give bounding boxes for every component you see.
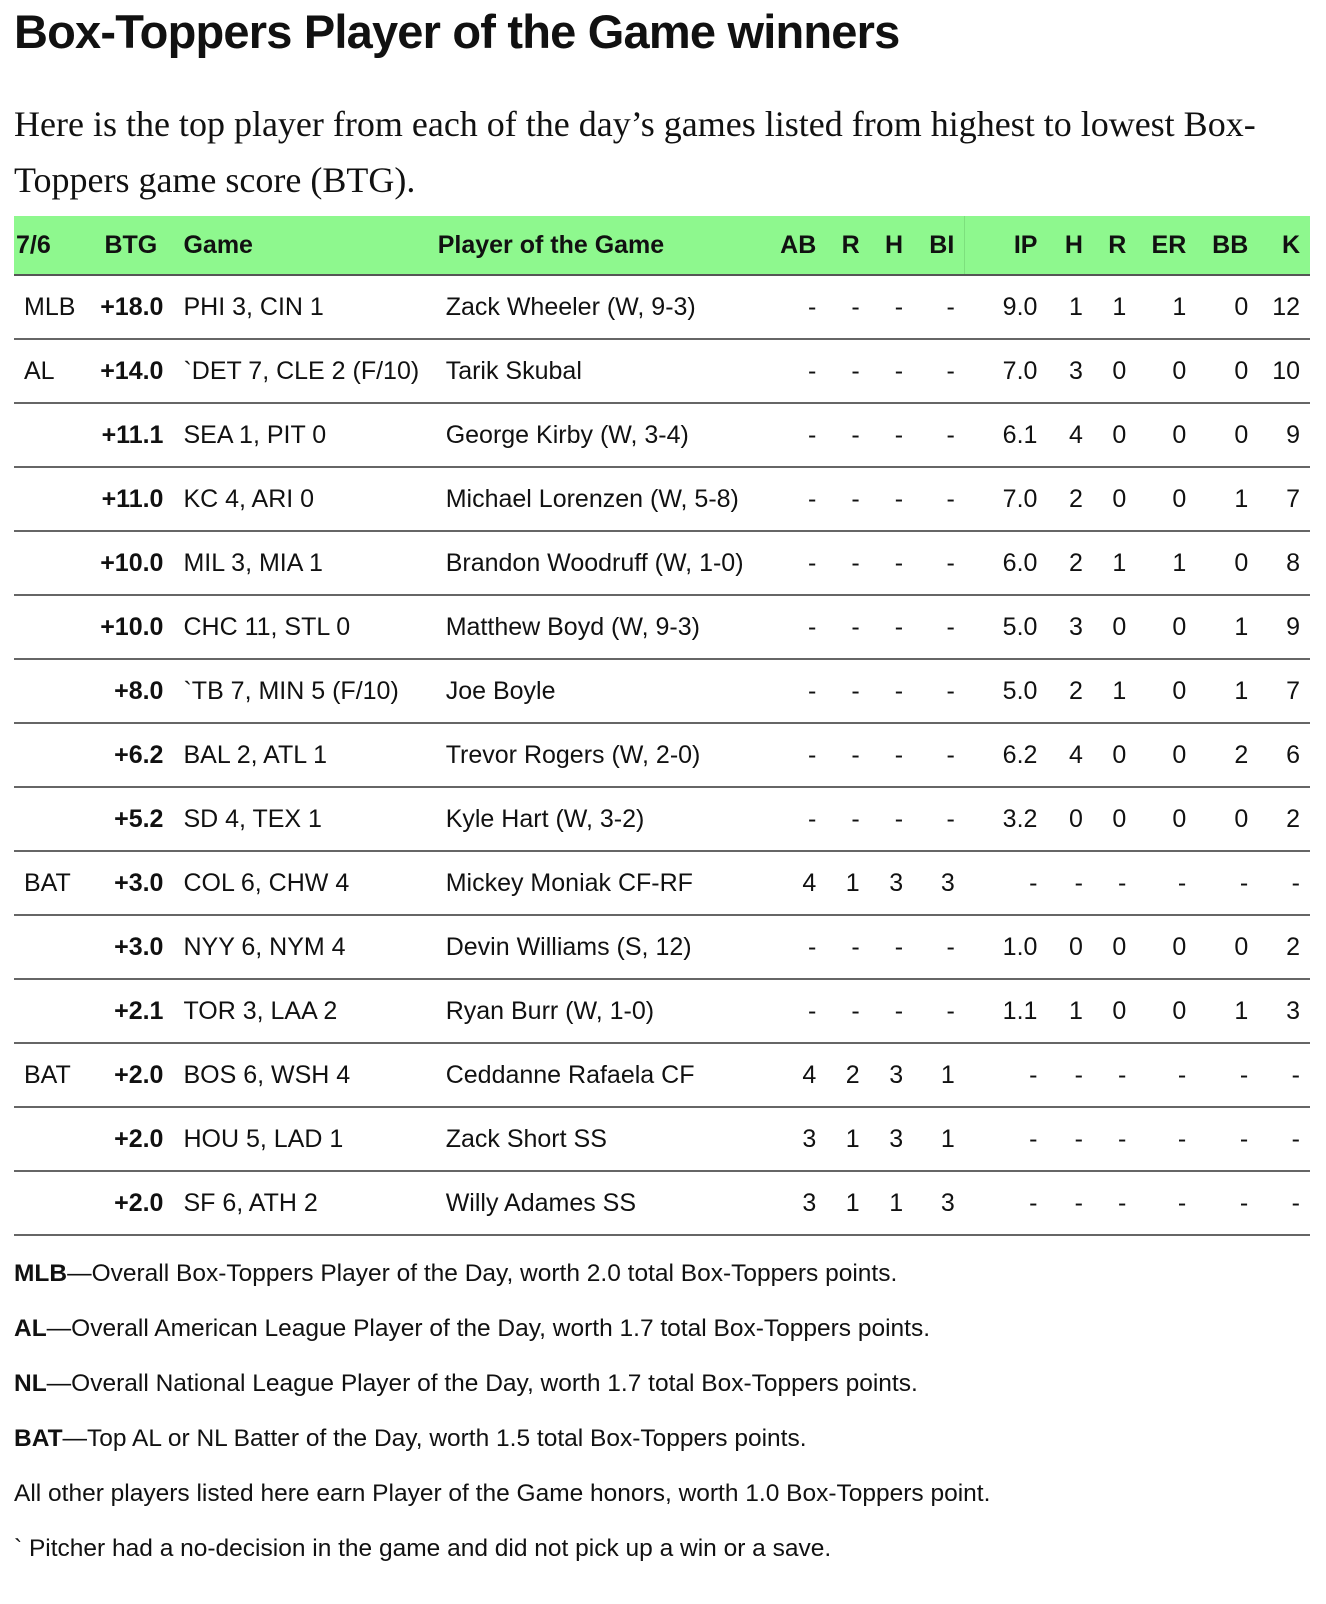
- player-name: Joe Boyle: [438, 659, 771, 723]
- stat-er: 0: [1136, 979, 1196, 1043]
- row-label: BAT: [14, 851, 90, 915]
- btg-score: +11.0: [90, 467, 183, 531]
- stat-r: -: [826, 339, 869, 403]
- player-name: Kyle Hart (W, 3-2): [438, 787, 771, 851]
- stat-ip: 5.0: [965, 659, 1048, 723]
- stat-ab: -: [770, 275, 826, 339]
- game-result: `TB 7, MIN 5 (F/10): [183, 659, 437, 723]
- stat-k: 7: [1258, 467, 1310, 531]
- stat-bb: -: [1196, 851, 1258, 915]
- table-row: [14, 595, 1310, 659]
- player-name: Trevor Rogers (W, 2-0): [438, 723, 771, 787]
- stat-bb: -: [1196, 1107, 1258, 1171]
- stat-bb: 0: [1196, 915, 1258, 979]
- stat-r: 1: [826, 1107, 869, 1171]
- header-game: Game: [183, 216, 437, 275]
- stat-ab: -: [770, 915, 826, 979]
- stat-ab: -: [770, 595, 826, 659]
- game-result: NYY 6, NYM 4: [183, 915, 437, 979]
- stat-pitching-h: 2: [1047, 531, 1092, 595]
- game-result: MIL 3, MIA 1: [183, 531, 437, 595]
- stat-h: -: [870, 659, 913, 723]
- stat-k: 12: [1258, 275, 1310, 339]
- stat-k: 2: [1258, 915, 1310, 979]
- row-label: [14, 659, 90, 723]
- stat-k: -: [1258, 1171, 1310, 1235]
- stat-h: -: [870, 531, 913, 595]
- footnote-text: —Overall Box-Toppers Player of the Day, worth 2.0 total Box-Toppers points.: [67, 1260, 898, 1287]
- stat-er: 1: [1136, 275, 1196, 339]
- footnote: [14, 1466, 1310, 1521]
- stat-er: 0: [1136, 915, 1196, 979]
- player-name: Willy Adames SS: [438, 1171, 771, 1235]
- row-label: [14, 467, 90, 531]
- stat-h: -: [870, 915, 913, 979]
- stat-pitching-r: 0: [1093, 723, 1136, 787]
- table-row: [14, 659, 1310, 723]
- table-row: [14, 531, 1310, 595]
- btg-score: +14.0: [90, 339, 183, 403]
- btg-score: +2.0: [90, 1107, 183, 1171]
- stat-h: 3: [870, 1107, 913, 1171]
- stat-er: -: [1136, 1171, 1196, 1235]
- stat-r: 1: [826, 1171, 869, 1235]
- stat-bi: -: [913, 403, 965, 467]
- btg-score: +2.1: [90, 979, 183, 1043]
- stat-bi: -: [913, 723, 965, 787]
- player-name: Ryan Burr (W, 1-0): [438, 979, 771, 1043]
- footnote-key: AL: [14, 1315, 47, 1342]
- header-player: Player of the Game: [438, 216, 771, 275]
- stat-bi: 3: [913, 851, 965, 915]
- stat-ip: 1.1: [965, 979, 1048, 1043]
- player-name: Tarik Skubal: [438, 339, 771, 403]
- stat-pitching-h: 0: [1047, 787, 1092, 851]
- btg-score: +11.1: [90, 403, 183, 467]
- stat-bi: -: [913, 787, 965, 851]
- stat-pitching-r: 0: [1093, 467, 1136, 531]
- stat-er: -: [1136, 1043, 1196, 1107]
- stat-pitching-h: 4: [1047, 403, 1092, 467]
- game-result: KC 4, ARI 0: [183, 467, 437, 531]
- stat-pitching-h: 1: [1047, 275, 1092, 339]
- stat-pitching-r: 0: [1093, 595, 1136, 659]
- btg-score: +8.0: [90, 659, 183, 723]
- game-result: BOS 6, WSH 4: [183, 1043, 437, 1107]
- stat-r: -: [826, 979, 869, 1043]
- stat-ab: 4: [770, 851, 826, 915]
- article: [14, 0, 1310, 1576]
- stat-er: -: [1136, 851, 1196, 915]
- stat-h: -: [870, 403, 913, 467]
- stat-ip: -: [965, 1107, 1048, 1171]
- row-label: [14, 723, 90, 787]
- table-row: [14, 851, 1310, 915]
- btg-score: +10.0: [90, 595, 183, 659]
- stat-bb: 1: [1196, 467, 1258, 531]
- stat-er: -: [1136, 1107, 1196, 1171]
- stat-ab: 4: [770, 1043, 826, 1107]
- stat-ab: 3: [770, 1171, 826, 1235]
- stat-pitching-h: -: [1047, 1107, 1092, 1171]
- game-result: TOR 3, LAA 2: [183, 979, 437, 1043]
- header-bi: BI: [913, 216, 965, 275]
- row-label: [14, 595, 90, 659]
- page-title: Box-Toppers Player of the Game winners: [14, 5, 900, 58]
- footnote-text: ` Pitcher had a no-decision in the game and did not pick up a win or a save.: [14, 1535, 832, 1562]
- header-ip: IP: [965, 216, 1048, 275]
- stat-bb: 0: [1196, 339, 1258, 403]
- stat-er: 0: [1136, 787, 1196, 851]
- stat-r: 2: [826, 1043, 869, 1107]
- game-result: SD 4, TEX 1: [183, 787, 437, 851]
- table-row: [14, 915, 1310, 979]
- stat-pitching-r: 0: [1093, 339, 1136, 403]
- stat-r: -: [826, 595, 869, 659]
- stat-bi: -: [913, 915, 965, 979]
- stat-h: 3: [870, 851, 913, 915]
- stat-pitching-h: 3: [1047, 339, 1092, 403]
- stat-k: 3: [1258, 979, 1310, 1043]
- footnote-key: BAT: [14, 1425, 63, 1452]
- stat-pitching-r: -: [1093, 1107, 1136, 1171]
- game-result: PHI 3, CIN 1: [183, 275, 437, 339]
- stat-er: 0: [1136, 659, 1196, 723]
- stat-ab: -: [770, 403, 826, 467]
- stat-pitching-r: 0: [1093, 403, 1136, 467]
- stat-k: 9: [1258, 403, 1310, 467]
- row-label: [14, 531, 90, 595]
- stat-ab: -: [770, 723, 826, 787]
- table-header-row: [14, 216, 1310, 275]
- stat-bi: -: [913, 467, 965, 531]
- stat-pitching-h: -: [1047, 851, 1092, 915]
- stat-pitching-h: -: [1047, 1043, 1092, 1107]
- stat-pitching-r: 0: [1093, 979, 1136, 1043]
- stat-pitching-r: 1: [1093, 659, 1136, 723]
- stat-ab: -: [770, 467, 826, 531]
- row-label: [14, 1107, 90, 1171]
- stat-bi: -: [913, 275, 965, 339]
- btg-score: +3.0: [90, 851, 183, 915]
- table-row: [14, 1171, 1310, 1235]
- stat-ab: -: [770, 531, 826, 595]
- stat-k: 10: [1258, 339, 1310, 403]
- player-name: Devin Williams (S, 12): [438, 915, 771, 979]
- game-result: SEA 1, PIT 0: [183, 403, 437, 467]
- row-label: BAT: [14, 1043, 90, 1107]
- stat-k: 6: [1258, 723, 1310, 787]
- stat-pitching-h: 2: [1047, 467, 1092, 531]
- stat-ab: -: [770, 659, 826, 723]
- game-result: `DET 7, CLE 2 (F/10): [183, 339, 437, 403]
- footnote-text: All other players listed here earn Player of the Game honors, worth 1.0 Box-Toppers point.: [14, 1480, 991, 1507]
- stat-k: 2: [1258, 787, 1310, 851]
- stat-bb: 0: [1196, 787, 1258, 851]
- row-label: [14, 403, 90, 467]
- player-name: Ceddanne Rafaela CF: [438, 1043, 771, 1107]
- stat-bi: -: [913, 659, 965, 723]
- player-name: Zack Wheeler (W, 9-3): [438, 275, 771, 339]
- row-label: [14, 787, 90, 851]
- footnote-text: —Overall National League Player of the Day, worth 1.7 total Box-Toppers points.: [46, 1370, 918, 1397]
- btg-score: +2.0: [90, 1043, 183, 1107]
- stat-bb: 1: [1196, 659, 1258, 723]
- stat-er: 0: [1136, 339, 1196, 403]
- stat-r: -: [826, 787, 869, 851]
- stat-pitching-r: 0: [1093, 915, 1136, 979]
- header-r: R: [826, 216, 869, 275]
- stat-pitching-h: 0: [1047, 915, 1092, 979]
- footnote: [14, 1246, 1310, 1301]
- stat-h: 1: [870, 1171, 913, 1235]
- stat-ab: -: [770, 787, 826, 851]
- header-date: 7/6: [14, 216, 90, 275]
- header-pitching-r: R: [1093, 216, 1136, 275]
- table-row: [14, 723, 1310, 787]
- row-label: AL: [14, 339, 90, 403]
- stat-bb: 0: [1196, 275, 1258, 339]
- stat-er: 0: [1136, 723, 1196, 787]
- stat-r: 1: [826, 851, 869, 915]
- btg-score: +6.2: [90, 723, 183, 787]
- footnote: [14, 1301, 1310, 1356]
- stat-bb: 1: [1196, 979, 1258, 1043]
- stat-h: -: [870, 595, 913, 659]
- player-name: Mickey Moniak CF-RF: [438, 851, 771, 915]
- stat-k: 7: [1258, 659, 1310, 723]
- stat-pitching-r: -: [1093, 851, 1136, 915]
- header-pitching-h: H: [1047, 216, 1092, 275]
- stat-bi: -: [913, 979, 965, 1043]
- footnote: [14, 1521, 1310, 1576]
- player-name: Brandon Woodruff (W, 1-0): [438, 531, 771, 595]
- stat-ip: 7.0: [965, 467, 1048, 531]
- table-row: [14, 1043, 1310, 1107]
- row-label: MLB: [14, 275, 90, 339]
- stat-ip: 6.2: [965, 723, 1048, 787]
- header-k: K: [1258, 216, 1310, 275]
- player-name: Zack Short SS: [438, 1107, 771, 1171]
- intro-text: Here is the top player from each of the day’s games listed from highest to lowest Box-Toppers game score (BTG).: [14, 104, 1256, 200]
- header-er: ER: [1136, 216, 1196, 275]
- stat-r: -: [826, 467, 869, 531]
- game-result: BAL 2, ATL 1: [183, 723, 437, 787]
- btg-score: +18.0: [90, 275, 183, 339]
- stat-er: 0: [1136, 595, 1196, 659]
- btg-score: +2.0: [90, 1171, 183, 1235]
- stat-pitching-r: -: [1093, 1043, 1136, 1107]
- game-result: SF 6, ATH 2: [183, 1171, 437, 1235]
- footnote: [14, 1411, 1310, 1466]
- stat-r: -: [826, 403, 869, 467]
- stat-h: -: [870, 787, 913, 851]
- stat-r: -: [826, 723, 869, 787]
- stat-pitching-h: -: [1047, 1171, 1092, 1235]
- header-btg: BTG: [90, 216, 183, 275]
- stat-h: -: [870, 275, 913, 339]
- stat-ip: -: [965, 1171, 1048, 1235]
- stat-pitching-h: 2: [1047, 659, 1092, 723]
- stat-h: 3: [870, 1043, 913, 1107]
- table-row: [14, 275, 1310, 339]
- footnote-text: —Overall American League Player of the Day, worth 1.7 total Box-Toppers points.: [46, 1315, 931, 1342]
- stat-bb: -: [1196, 1043, 1258, 1107]
- btg-score: +10.0: [90, 531, 183, 595]
- player-name: George Kirby (W, 3-4): [438, 403, 771, 467]
- stat-ab: -: [770, 339, 826, 403]
- stat-ip: 5.0: [965, 595, 1048, 659]
- stat-ip: 7.0: [965, 339, 1048, 403]
- stat-h: -: [870, 467, 913, 531]
- stat-pitching-r: 1: [1093, 275, 1136, 339]
- stat-pitching-h: 4: [1047, 723, 1092, 787]
- stat-r: -: [826, 915, 869, 979]
- stat-ip: -: [965, 851, 1048, 915]
- table-row: [14, 467, 1310, 531]
- stat-pitching-r: -: [1093, 1171, 1136, 1235]
- stat-bb: 1: [1196, 595, 1258, 659]
- stat-er: 0: [1136, 403, 1196, 467]
- stat-ip: -: [965, 1043, 1048, 1107]
- header-h: H: [870, 216, 913, 275]
- row-label: [14, 979, 90, 1043]
- stat-bi: 1: [913, 1107, 965, 1171]
- stat-h: -: [870, 339, 913, 403]
- stat-r: -: [826, 659, 869, 723]
- stat-r: -: [826, 531, 869, 595]
- btg-score: +3.0: [90, 915, 183, 979]
- stat-bb: 2: [1196, 723, 1258, 787]
- footnote-text: —Top AL or NL Batter of the Day, worth 1.5 total Box-Toppers points.: [62, 1425, 807, 1452]
- stat-bi: -: [913, 339, 965, 403]
- stat-k: -: [1258, 851, 1310, 915]
- game-result: HOU 5, LAD 1: [183, 1107, 437, 1171]
- game-result: COL 6, CHW 4: [183, 851, 437, 915]
- stat-ip: 3.2: [965, 787, 1048, 851]
- stat-bi: 1: [913, 1043, 965, 1107]
- footnote: [14, 1356, 1310, 1411]
- btg-score: +5.2: [90, 787, 183, 851]
- stat-h: -: [870, 979, 913, 1043]
- stat-bi: -: [913, 595, 965, 659]
- table-row: [14, 979, 1310, 1043]
- table-row: [14, 787, 1310, 851]
- stat-ab: 3: [770, 1107, 826, 1171]
- stat-ip: 1.0: [965, 915, 1048, 979]
- stat-k: -: [1258, 1043, 1310, 1107]
- player-of-game-table: [14, 216, 1310, 1236]
- table-row: [14, 339, 1310, 403]
- stat-k: 9: [1258, 595, 1310, 659]
- row-label: [14, 1171, 90, 1235]
- stat-ip: 9.0: [965, 275, 1048, 339]
- stat-ip: 6.1: [965, 403, 1048, 467]
- stat-bb: 0: [1196, 531, 1258, 595]
- stat-er: 1: [1136, 531, 1196, 595]
- stat-pitching-h: 1: [1047, 979, 1092, 1043]
- stat-bi: 3: [913, 1171, 965, 1235]
- stat-r: -: [826, 275, 869, 339]
- stat-bb: -: [1196, 1171, 1258, 1235]
- footnote-key: MLB: [14, 1260, 68, 1287]
- stat-ab: -: [770, 979, 826, 1043]
- stat-pitching-r: 0: [1093, 787, 1136, 851]
- player-name: Michael Lorenzen (W, 5-8): [438, 467, 771, 531]
- stat-bb: 0: [1196, 403, 1258, 467]
- stat-er: 0: [1136, 467, 1196, 531]
- footnote-key: NL: [14, 1370, 47, 1397]
- footnotes: [14, 1246, 1310, 1576]
- stat-h: -: [870, 723, 913, 787]
- header-ab: AB: [770, 216, 826, 275]
- stat-pitching-r: 1: [1093, 531, 1136, 595]
- table-row: [14, 1107, 1310, 1171]
- table-row: [14, 403, 1310, 467]
- row-label: [14, 915, 90, 979]
- stat-ip: 6.0: [965, 531, 1048, 595]
- header-bb: BB: [1196, 216, 1258, 275]
- stat-k: -: [1258, 1107, 1310, 1171]
- stat-bi: -: [913, 531, 965, 595]
- player-name: Matthew Boyd (W, 9-3): [438, 595, 771, 659]
- stat-pitching-h: 3: [1047, 595, 1092, 659]
- game-result: CHC 11, STL 0: [183, 595, 437, 659]
- stat-k: 8: [1258, 531, 1310, 595]
